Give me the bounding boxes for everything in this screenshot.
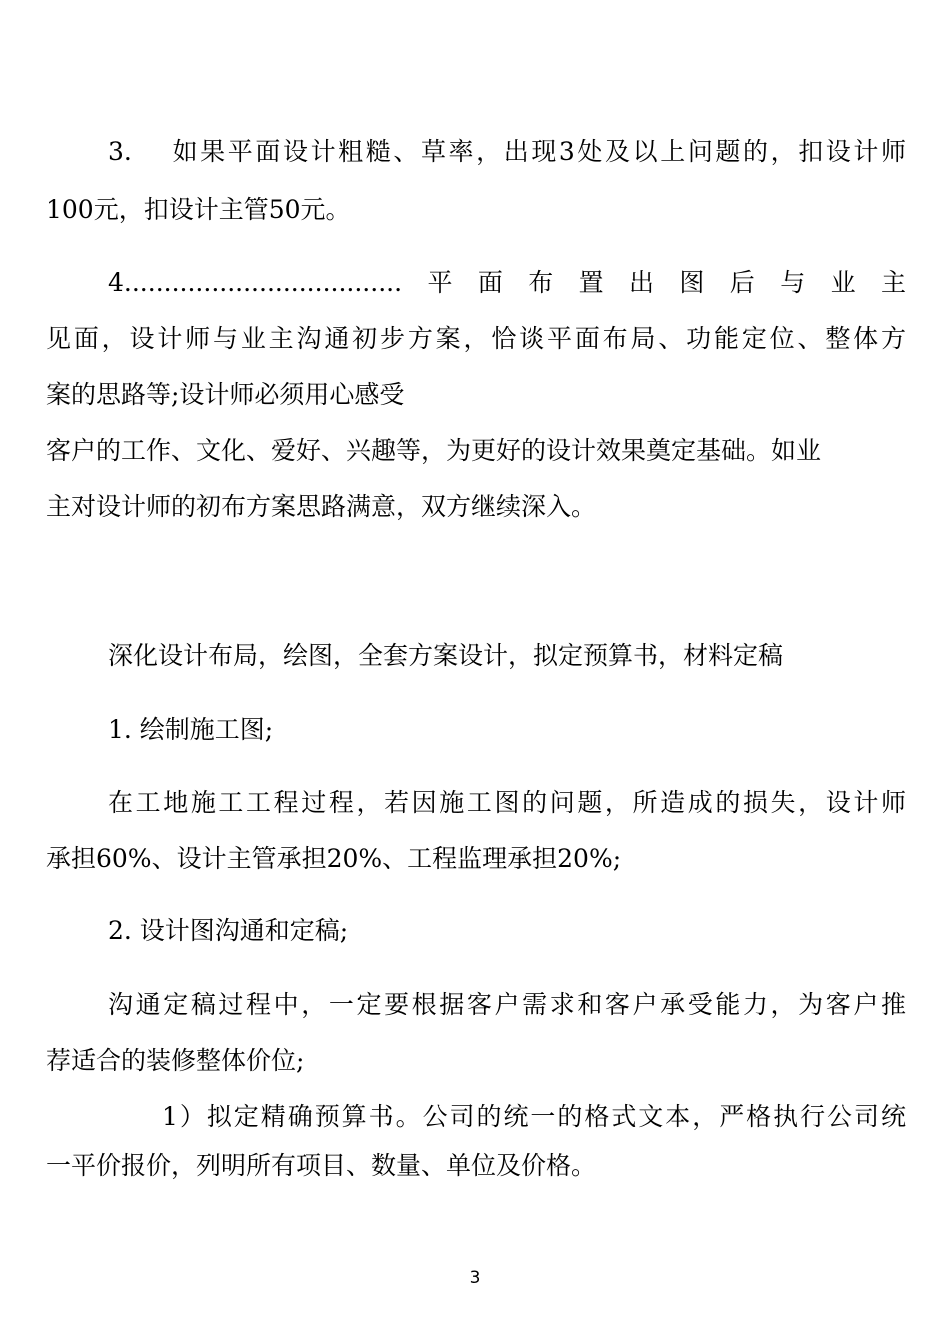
section-heading: 深化设计布局，绘图，全套方案设计，拟定预算书，材料定稿 <box>108 641 784 670</box>
item-1-paragraph-line-1: 在工地施工工程过程，若因施工图的问题，所造成的损失，设计师 <box>108 788 906 817</box>
page-number: 3 <box>469 1268 481 1288</box>
item-1-heading: 1. 绘制施工图; <box>108 715 274 744</box>
item-1-paragraph-line-2: 承担60%、设计主管承担20%、工程监理承担20%; <box>46 844 622 873</box>
paragraph-4-line-2: 见面，设计师与业主沟通初步方案，恰谈平面布局、功能定位、整体方 <box>46 324 906 353</box>
paragraph-4-line-4: 客户的工作、文化、爱好、兴趣等，为更好的设计效果奠定基础。如业 <box>46 436 822 465</box>
paragraph-4-line-1: 4...................................平面布置出图后与业主 <box>108 268 906 297</box>
paragraph-4-line-3: 案的思路等;设计师必须用心感受 <box>46 380 405 409</box>
paragraph-4-line-5: 主对设计师的初布方案思路满意，双方继续深入。 <box>46 492 597 521</box>
sub-item-1-line-2: 一平价报价，列明所有项目、数量、单位及价格。 <box>46 1151 597 1180</box>
sub-item-1-line-1: 1）拟定精确预算书。公司的统一的格式文本，严格执行公司统 <box>162 1102 906 1131</box>
item-2-heading: 2. 设计图沟通和定稿; <box>108 916 349 945</box>
item-2-paragraph-line-1: 沟通定稿过程中，一定要根据客户需求和客户承受能力，为客户推 <box>108 990 906 1019</box>
paragraph-3-line-2: 100元，扣设计主管50元。 <box>46 195 351 224</box>
item-2-paragraph-line-2: 荐适合的装修整体价位; <box>46 1046 305 1075</box>
paragraph-3-line-1: 3. 如果平面设计粗糙、草率，出现3处及以上问题的，扣设计师 <box>108 137 906 166</box>
